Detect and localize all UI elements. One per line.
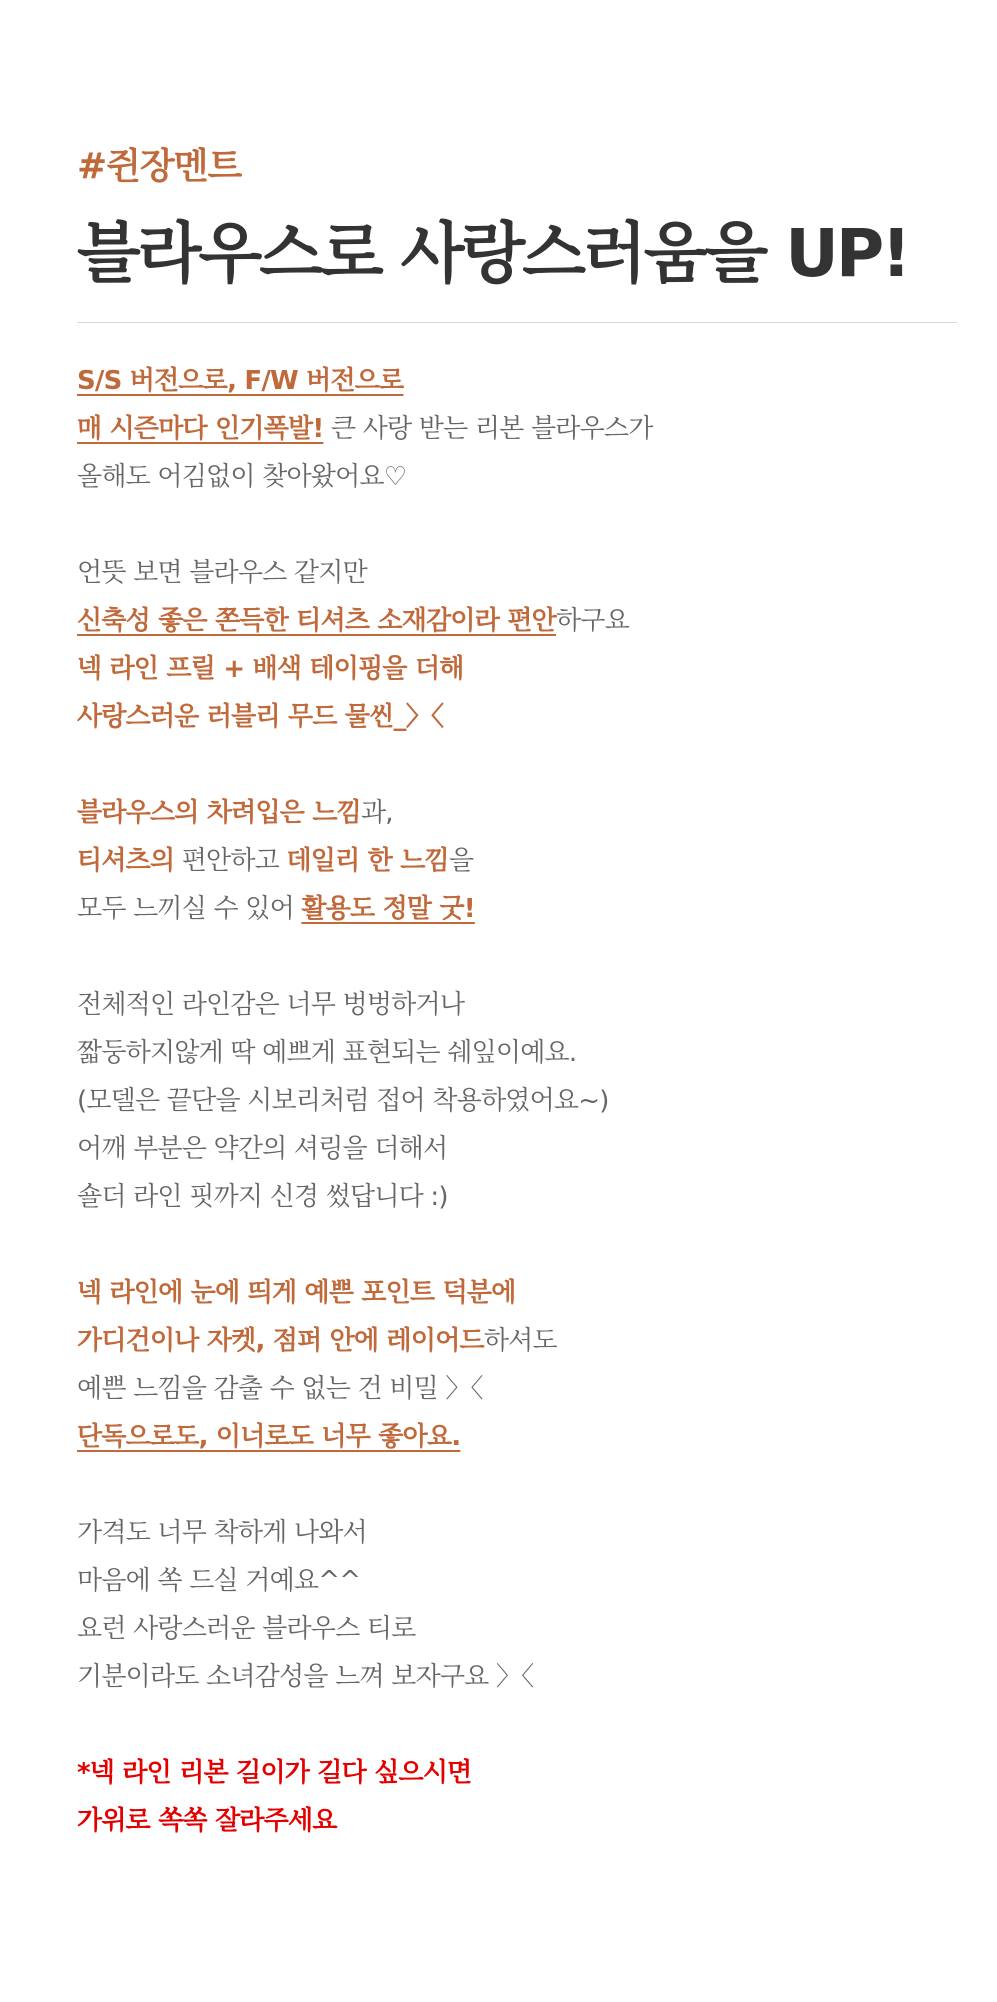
text-line: 짧둥하지않게 딱 예쁘게 표현되는 쉐잎이예요. [77, 1038, 577, 1068]
text-line: 예쁜 느낌을 감출 수 없는 건 비밀 〉〈 [77, 1374, 483, 1404]
text-line [77, 885, 957, 933]
paragraph-gap [77, 1221, 957, 1269]
title-divider [77, 322, 957, 323]
text-line: 가격도 너무 착하게 나와서 [77, 1518, 367, 1548]
highlight-text: 티셔츠의 [77, 846, 175, 876]
notice-line [77, 1797, 957, 1845]
body-text: 편안하고 [174, 846, 287, 876]
highlight-text: 신축성 좋은 쫀득한 티셔츠 소재감이라 편안 [77, 606, 556, 636]
highlight-text: 활용도 정말 굿! [301, 894, 475, 924]
highlight-text: 블라우스의 차려입은 느낌 [77, 798, 361, 828]
body-text: 과, [360, 798, 393, 828]
highlight-text: 매 시즌마다 인기폭발! [77, 414, 324, 444]
paragraph-gap [77, 933, 957, 981]
section-tag: #쥔장멘트 [77, 146, 242, 187]
description-body [77, 357, 957, 1845]
highlight-text: 단독으로도, 이너로도 너무 좋아요. [77, 1422, 461, 1452]
text-line [77, 645, 957, 693]
body-text: 하셔도 [483, 1326, 557, 1356]
text-line [77, 597, 957, 645]
highlight-text: 넥 라인 프릴 + 배색 테이핑을 더해 [77, 654, 464, 684]
text-line: 마음에 쏙 드실 거예요^^ [77, 1566, 361, 1596]
text-line [77, 1269, 957, 1317]
notice-line [77, 1749, 957, 1797]
text-line [77, 357, 957, 405]
paragraph-gap [77, 1701, 957, 1749]
text-line: 요런 사랑스러운 블라우스 티로 [77, 1614, 416, 1644]
body-text: 모두 느끼실 수 있어 [77, 894, 302, 924]
text-line [77, 1317, 957, 1365]
body-text: 큰 사랑 받는 리본 블라우스가 [323, 414, 653, 444]
text-line [77, 693, 957, 741]
body-text: 하구요 [555, 606, 629, 636]
text-line [77, 405, 957, 453]
text-line: 어깨 부분은 약간의 셔링을 더해서 [77, 1134, 448, 1164]
page-title: 블라우스로 사랑스러움을 UP! [77, 215, 909, 292]
text-line: 기분이라도 소녀감성을 느껴 보자구요 〉〈 [77, 1662, 534, 1692]
highlight-text: 넥 라인에 눈에 띄게 예쁜 포인트 덕분에 [77, 1278, 516, 1308]
text-line [77, 1413, 957, 1461]
highlight-text: 가디건이나 자켓, 점퍼 안에 레이어드 [77, 1326, 484, 1356]
highlight-text: S/S 버전으로, F/W 버전으로 [77, 366, 404, 396]
paragraph-gap [77, 1461, 957, 1509]
text-line: 숄더 라인 핏까지 신경 썼답니다 :) [77, 1182, 448, 1212]
text-line [77, 837, 957, 885]
body-text: 을 [448, 846, 474, 876]
paragraph-gap [77, 501, 957, 549]
highlight-text: 사랑스러운 러블리 무드 물씬_〉〈 [77, 702, 444, 732]
text-line: 올해도 어김없이 찾아왔어요♡ [77, 462, 407, 492]
notice-text: 가위로 쏙쏙 잘라주세요 [77, 1806, 337, 1836]
text-line: 언뜻 보면 블라우스 같지만 [77, 558, 367, 588]
text-line: (모델은 끝단을 시보리처럼 접어 착용하였어요~) [77, 1086, 609, 1116]
paragraph-gap [77, 741, 957, 789]
highlight-text: 데일리 한 느낌 [286, 846, 449, 876]
notice-text: *넥 라인 리본 길이가 길다 싶으시면 [77, 1758, 472, 1788]
text-line: 전체적인 라인감은 너무 벙벙하거나 [77, 990, 465, 1020]
text-line [77, 789, 957, 837]
